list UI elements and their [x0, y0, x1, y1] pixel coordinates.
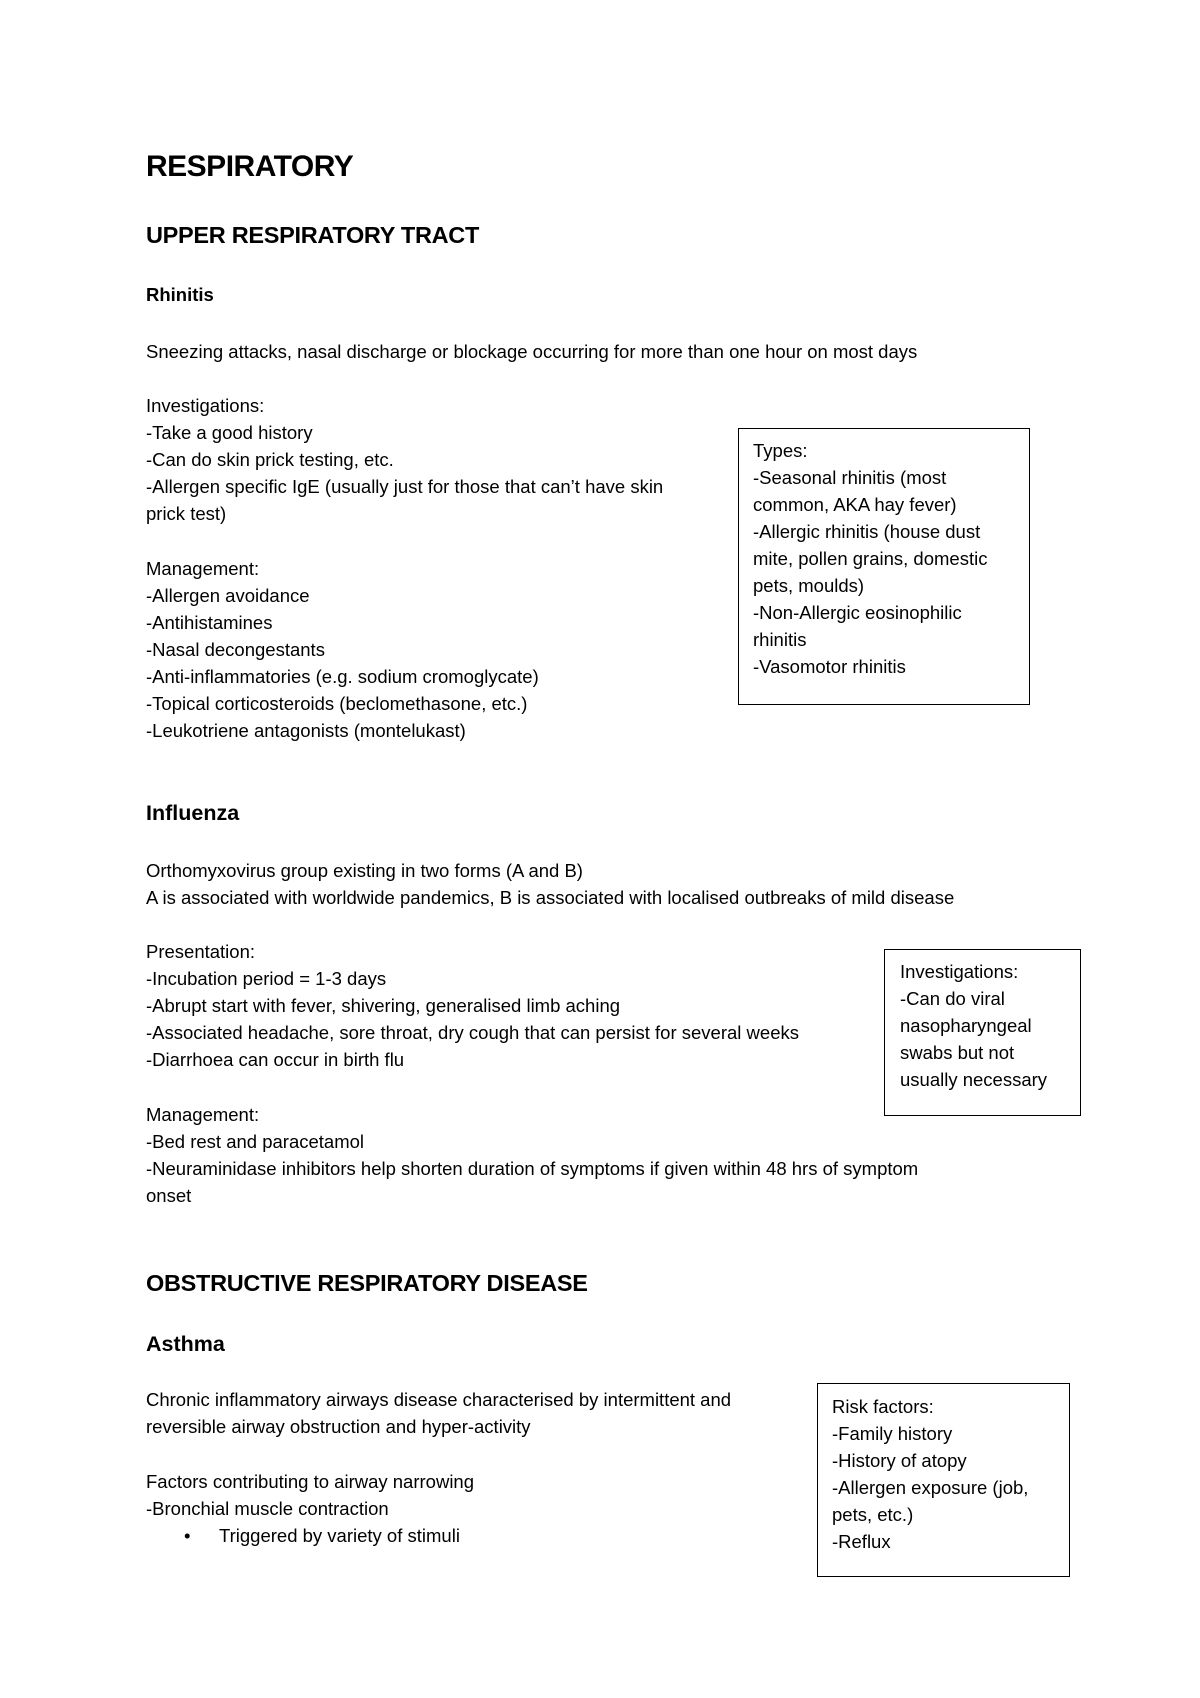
management-label: Management:	[146, 1104, 260, 1125]
list-item: pets, moulds)	[753, 575, 865, 596]
presentation-label: Presentation:	[146, 941, 256, 962]
list-item: -Bronchial muscle contraction	[146, 1498, 389, 1519]
paragraph-line: Chronic inflammatory airways disease characterised by intermittent and	[146, 1389, 732, 1410]
asthma-heading: Asthma	[146, 1332, 225, 1356]
bullet-item: Triggered by variety of stimuli	[219, 1525, 460, 1546]
list-item: -Incubation period = 1-3 days	[146, 968, 387, 989]
list-item: -Associated headache, sore throat, dry cough that can persist for several weeks	[146, 1022, 799, 1043]
list-item: -Topical corticosteroids (beclomethasone, etc.)	[146, 693, 528, 714]
rhinitis-heading: Rhinitis	[146, 284, 214, 305]
list-item: mite, pollen grains, domestic	[753, 548, 988, 569]
list-item: -Abrupt start with fever, shivering, generalised limb aching	[146, 995, 621, 1016]
bullet-marker: •	[184, 1525, 191, 1546]
list-item: -Can do skin prick testing, etc.	[146, 449, 394, 470]
risk-factors-label: Risk factors:	[832, 1396, 934, 1417]
influenza-intro	[146, 857, 954, 911]
list-item: onset	[146, 1185, 192, 1206]
asthma-risk-factors-box	[817, 1383, 1070, 1577]
list-item: -Vasomotor rhinitis	[753, 656, 906, 677]
investigations-label: Investigations:	[146, 395, 265, 416]
investigations-label: Investigations:	[900, 961, 1019, 982]
rhinitis-management	[146, 555, 539, 744]
list-item: usually necessary	[900, 1069, 1048, 1090]
section-heading-obstructive: OBSTRUCTIVE RESPIRATORY DISEASE	[146, 1270, 588, 1296]
factors-label: Factors contributing to airway narrowing	[146, 1471, 475, 1492]
list-item: -Allergen exposure (job,	[832, 1477, 1029, 1498]
list-item: -Take a good history	[146, 422, 313, 443]
influenza-heading: Influenza	[146, 801, 240, 825]
list-item: -Bed rest and paracetamol	[146, 1131, 365, 1152]
list-item: -Can do viral	[900, 988, 1005, 1009]
management-label: Management:	[146, 558, 260, 579]
rhinitis-types-box	[738, 428, 1030, 705]
asthma-definition	[146, 1386, 731, 1440]
list-item: rhinitis	[753, 629, 807, 650]
list-item: prick test)	[146, 503, 227, 524]
influenza-investigations-box	[884, 949, 1081, 1116]
list-item: -Non-Allergic eosinophilic	[753, 602, 962, 623]
section-heading-upper-respiratory: UPPER RESPIRATORY TRACT	[146, 222, 480, 248]
list-item: common, AKA hay fever)	[753, 494, 957, 515]
paragraph-line: Orthomyxovirus group existing in two forms (A and B)	[146, 860, 583, 881]
list-item: -Leukotriene antagonists (montelukast)	[146, 720, 466, 741]
rhinitis-investigations	[146, 392, 663, 527]
paragraph-line: reversible airway obstruction and hyper-activity	[146, 1416, 531, 1437]
list-item: -Diarrhoea can occur in birth flu	[146, 1049, 405, 1070]
list-item: -Neuraminidase inhibitors help shorten duration of symptoms if given within 48 hrs of symptom	[146, 1158, 919, 1179]
list-item: swabs but not	[900, 1042, 1015, 1063]
list-item: pets, etc.)	[832, 1504, 914, 1525]
list-item: -Antihistamines	[146, 612, 273, 633]
list-item: -Family history	[832, 1423, 953, 1444]
list-item: -Allergic rhinitis (house dust	[753, 521, 981, 542]
list-item: nasopharyngeal	[900, 1015, 1032, 1036]
list-item: -Allergen specific IgE (usually just for those that can’t have skin	[146, 476, 664, 497]
list-item: -Seasonal rhinitis (most	[753, 467, 947, 488]
list-item: -History of atopy	[832, 1450, 967, 1471]
page-title: RESPIRATORY	[146, 150, 354, 183]
list-item: -Reflux	[832, 1531, 891, 1552]
influenza-presentation	[146, 938, 799, 1073]
rhinitis-definition: Sneezing attacks, nasal discharge or blockage occurring for more than one hour on most days	[146, 341, 918, 362]
list-item: -Nasal decongestants	[146, 639, 325, 660]
list-item: -Allergen avoidance	[146, 585, 310, 606]
influenza-management	[146, 1101, 918, 1209]
asthma-factors	[146, 1468, 474, 1522]
paragraph-line: A is associated with worldwide pandemics, B is associated with localised outbreaks of mild disease	[146, 887, 955, 908]
list-item: -Anti-inflammatories (e.g. sodium cromoglycate)	[146, 666, 539, 687]
types-label: Types:	[753, 440, 808, 461]
